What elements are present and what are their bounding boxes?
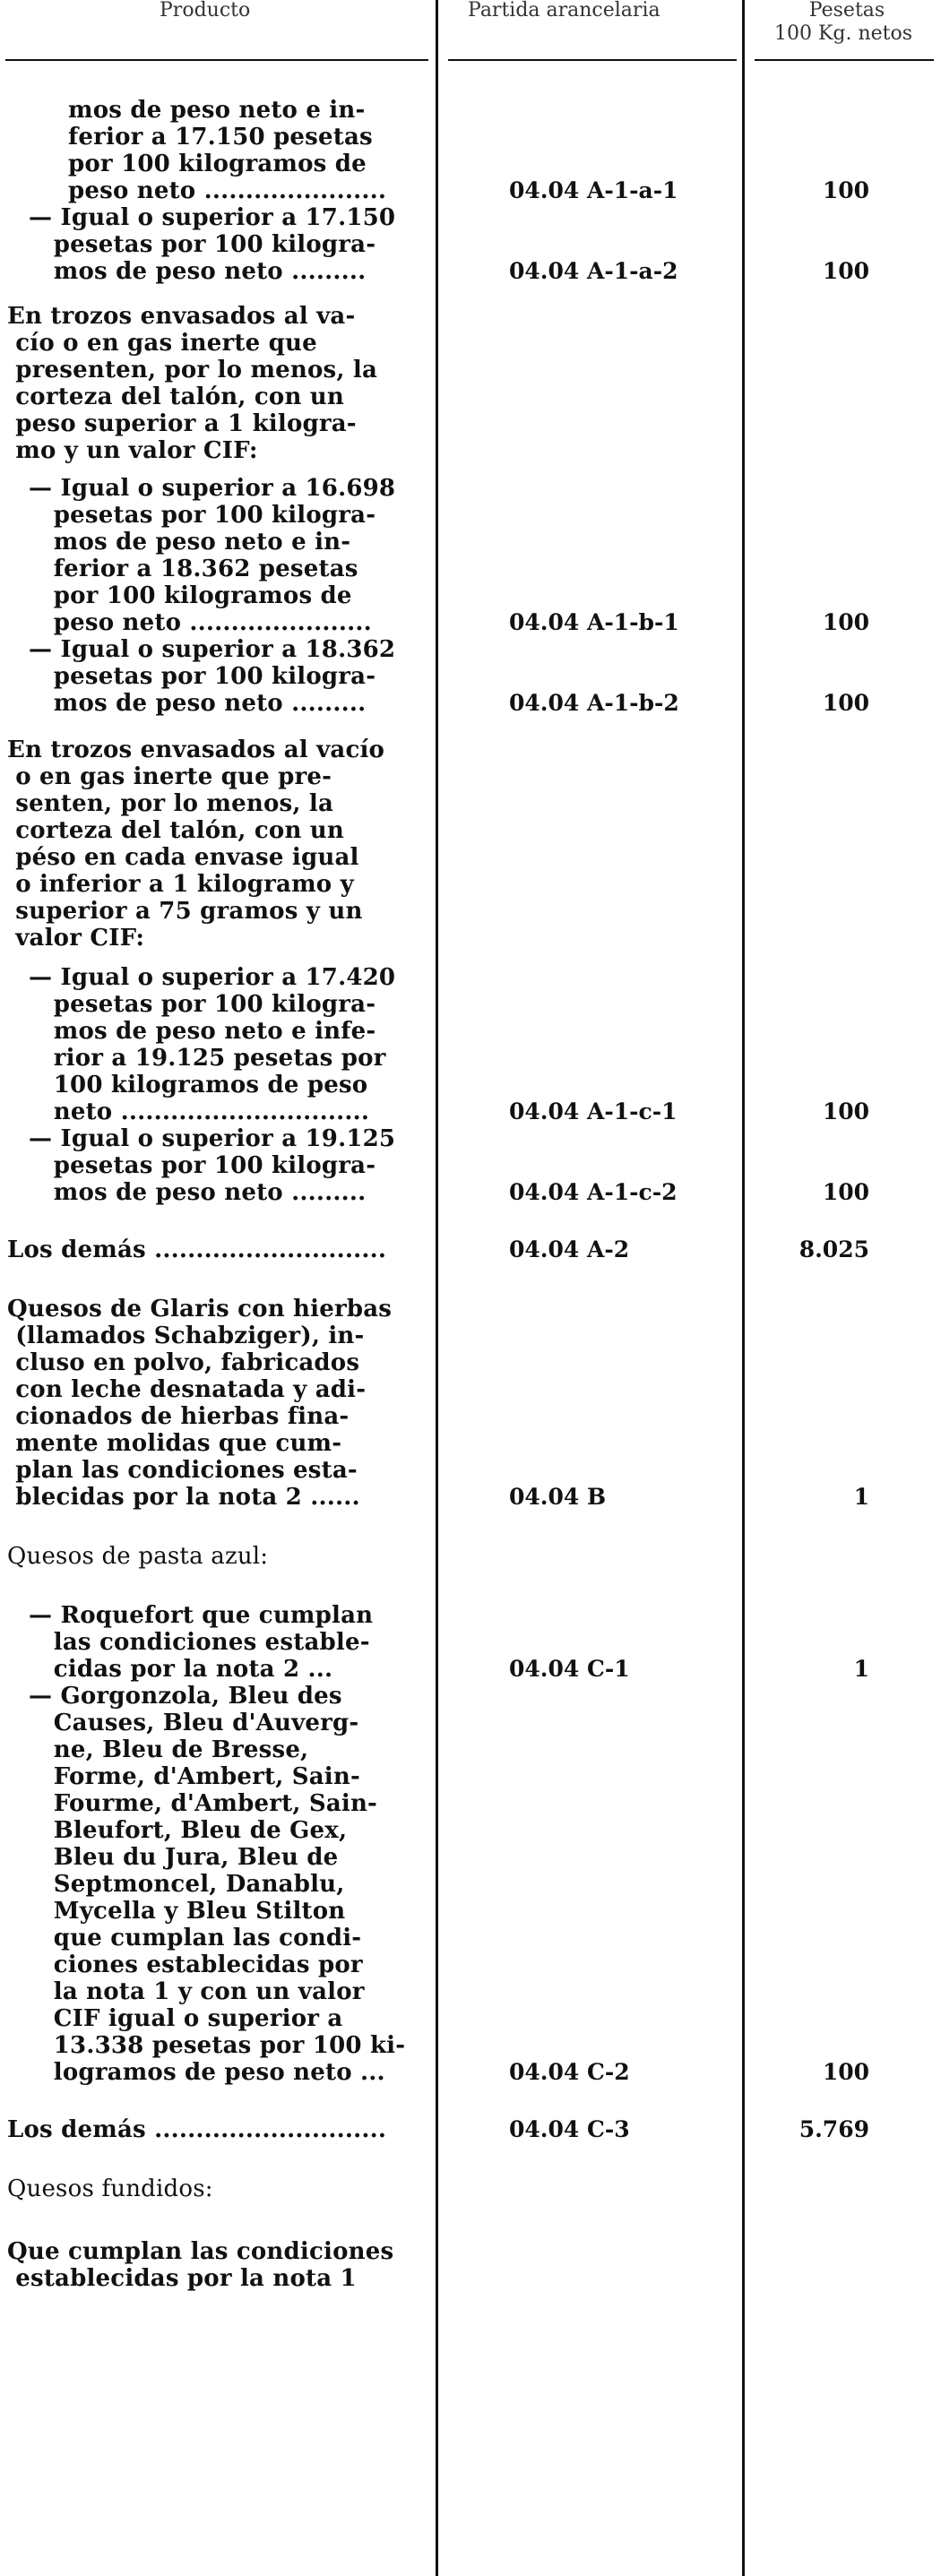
table-row-text: Los demás ............................ xyxy=(7,1236,387,1263)
tariff-code: 04.04 A-1-a-2 xyxy=(509,258,678,284)
pesetas-value: 100 xyxy=(822,609,869,635)
column-header-product: Producto xyxy=(160,0,251,22)
pesetas-value: 100 xyxy=(822,1098,869,1124)
pesetas-value: 1 xyxy=(853,1484,869,1510)
table-row-text: Los demás ............................ xyxy=(7,2116,387,2143)
table-row-text: — Igual o superior a 18.362 pesetas por 100 kilogra- mos de peso neto ......... xyxy=(29,636,396,717)
pesetas-value: 100 xyxy=(822,258,869,284)
table-row-text: — Igual o superior a 19.125 pesetas por 100 kilogra- mos de peso neto ......... xyxy=(29,1125,396,1206)
tariff-code: 04.04 C-1 xyxy=(509,1656,630,1682)
table-row-text: — Igual o superior a 16.698 pesetas por 100 kilogra- mos de peso neto e in- ferior a 18.362 pesetas por 100 kilogramos de peso neto ...................... xyxy=(29,475,396,636)
column-header-pesetas: Pesetas xyxy=(808,0,885,22)
tariff-code: 04.04 C-3 xyxy=(509,2116,630,2142)
header-rule-pesetas xyxy=(755,59,934,61)
pesetas-value: 100 xyxy=(822,1179,869,1205)
table-row-text: Quesos de pasta azul: xyxy=(7,1543,269,1570)
table-row-text: En trozos envasados al vacío o en gas inerte que pre- senten, por lo menos, la corteza del talón, con un péso en cada envase igual o inferior a 1 kilogramo y superior a 75 gramos y un valor CIF: xyxy=(7,737,385,952)
tariff-code: 04.04 C-2 xyxy=(509,2059,630,2085)
tariff-code: 04.04 A-2 xyxy=(509,1236,630,1262)
table-row-text: mos de peso neto e in- ferior a 17.150 pesetas por 100 kilogramos de peso neto ...................... xyxy=(68,97,387,204)
table-row-text: Quesos fundidos: xyxy=(7,2175,213,2202)
column-header-partida: Partida arancelaria xyxy=(468,0,660,22)
tariff-code: 04.04 B xyxy=(509,1484,607,1510)
pesetas-value: 8.025 xyxy=(799,1236,869,1262)
column-header-pesetas-unit: 100 Kg. netos xyxy=(773,22,913,45)
pesetas-value: 5.769 xyxy=(799,2116,869,2142)
table-row-text: Quesos de Glaris con hierbas (llamados Schabziger), in- cluso en polvo, fabricados con leche desnatada y adi- cionados de hierbas fina- mente molidas que cum- plan las condiciones esta- blecidas por la nota 2 ...... xyxy=(7,1296,393,1511)
table-row-text: En trozos envasados al va- cío o en gas inerte que presenten, por lo menos, la corteza del talón, con un peso superior a 1 kilogra- mo y un valor CIF: xyxy=(7,303,378,464)
table-row-text: — Igual o superior a 17.420 pesetas por 100 kilogra- mos de peso neto e infe- rior a 19.125 pesetas por 100 kilogramos de peso neto .............................. xyxy=(29,964,396,1125)
header-rule-product xyxy=(5,59,428,61)
column-divider-1 xyxy=(436,0,438,2576)
tariff-code: 04.04 A-1-b-2 xyxy=(509,690,679,716)
tariff-code: 04.04 A-1-c-1 xyxy=(509,1098,678,1124)
pesetas-value: 1 xyxy=(853,1656,869,1682)
tariff-code: 04.04 A-1-c-2 xyxy=(509,1179,678,1205)
tariff-code: 04.04 A-1-a-1 xyxy=(509,177,678,203)
table-row-text: — Gorgonzola, Bleu des Causes, Bleu d'Auverg- ne, Bleu de Bresse, Forme, d'Ambert, Sain- Fourme, d'Ambert, Sain- Bleufort, Bleu de Gex, Bleu du Jura, Bleu de Septmoncel, Danablu, Mycella y Bleu Stilton que cumplan las condi- ciones establecidas por la nota 1 y con un valor CIF igual o superior a 13.338 pesetas por 100 ki- logramos de peso neto ... xyxy=(29,1683,406,2086)
column-divider-2 xyxy=(742,0,745,2576)
pesetas-value: 100 xyxy=(822,177,869,203)
table-row-text: — Roquefort que cumplan las condiciones estable- cidas por la nota 2 ... xyxy=(29,1602,374,1683)
pesetas-value: 100 xyxy=(822,690,869,716)
table-row-text: Que cumplan las condiciones establecidas por la nota 1 xyxy=(7,2238,394,2292)
header-rule-partida xyxy=(448,59,737,61)
tariff-code: 04.04 A-1-b-1 xyxy=(509,609,679,635)
pesetas-value: 100 xyxy=(822,2059,869,2085)
table-row-text: — Igual o superior a 17.150 pesetas por 100 kilogra- mos de peso neto ......... xyxy=(29,204,396,285)
